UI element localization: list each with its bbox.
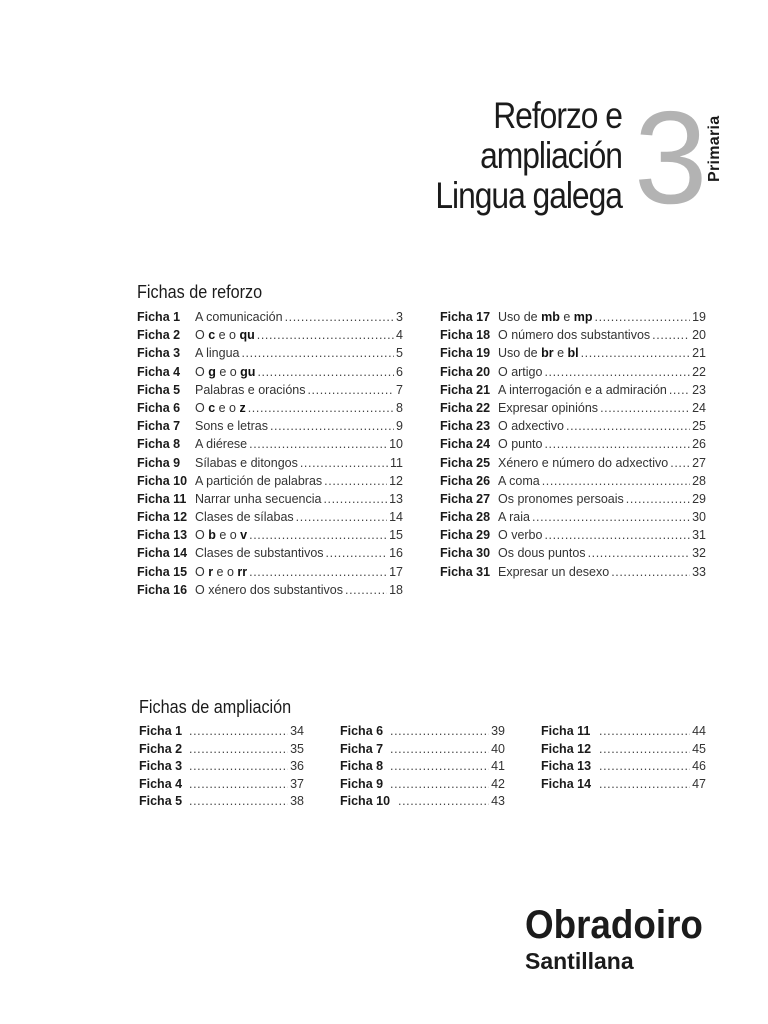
toc-row <box>541 777 706 795</box>
toc-label: Ficha 26 <box>440 473 491 488</box>
toc-label: Ficha 14 <box>541 776 592 791</box>
toc-title-part: e o <box>215 528 241 543</box>
toc-title-part: mb <box>541 310 560 324</box>
toc-label: Ficha 25 <box>440 455 491 470</box>
toc-title <box>498 492 624 506</box>
toc-page: 8 <box>396 400 403 415</box>
toc-title <box>195 583 343 597</box>
toc-title-part: v <box>240 528 248 543</box>
toc-row <box>137 419 403 437</box>
dot-leader <box>189 742 288 756</box>
toc-row <box>340 724 505 742</box>
toc-title <box>498 401 598 415</box>
toc-title-part: A diérese <box>195 437 248 452</box>
toc-row <box>137 510 403 528</box>
toc-page: 21 <box>692 346 706 361</box>
toc-title-part: c <box>208 400 216 415</box>
dot-leader <box>544 528 690 542</box>
toc-label: Ficha 22 <box>440 400 491 415</box>
dot-leader <box>611 565 690 579</box>
toc-page: 25 <box>692 419 706 434</box>
dot-leader <box>326 546 388 560</box>
toc-label: Ficha 7 <box>340 741 384 756</box>
toc-label: Ficha 31 <box>440 564 491 579</box>
toc-row <box>137 456 403 474</box>
toc-title-part: A raia <box>498 510 530 525</box>
toc-title-part: e o <box>215 400 240 415</box>
toc-label: Ficha 5 <box>139 794 183 808</box>
toc-label: Ficha 8 <box>137 437 181 452</box>
toc-page: 17 <box>389 564 403 579</box>
dot-leader <box>189 777 288 791</box>
toc-page: 44 <box>692 724 706 738</box>
toc-row <box>440 546 706 564</box>
toc-title <box>498 437 542 451</box>
toc-label: Ficha 11 <box>137 491 187 506</box>
toc-title <box>498 456 668 470</box>
toc-title-part: O <box>195 364 209 379</box>
toc-row <box>440 565 706 583</box>
dot-leader <box>189 724 288 738</box>
toc-label: Ficha 5 <box>137 382 181 397</box>
toc-title-part: e <box>559 310 574 324</box>
toc-title-part: Sons e letras <box>195 419 268 434</box>
toc-title-part: Os dous puntos <box>498 546 586 561</box>
toc-page: 35 <box>290 741 304 756</box>
toc-label: Ficha 2 <box>139 741 183 756</box>
toc-title-part: O <box>195 328 209 343</box>
toc-label: Ficha 1 <box>139 724 183 738</box>
toc-page: 14 <box>389 510 403 525</box>
toc-label: Ficha 19 <box>440 346 491 361</box>
toc-row <box>541 759 706 777</box>
toc-label: Ficha 8 <box>340 759 384 773</box>
dot-leader <box>296 510 387 524</box>
toc-label: Ficha 30 <box>440 546 491 561</box>
dot-leader <box>398 794 489 808</box>
toc-label: Ficha 13 <box>541 759 592 773</box>
toc-title-part: A partición de palabras <box>195 473 323 488</box>
toc-label: Ficha 1 <box>137 310 181 324</box>
dot-leader <box>249 528 387 542</box>
toc-page: 27 <box>692 455 706 470</box>
toc-title-part: Clases de substantivos <box>195 546 324 561</box>
toc-page: 40 <box>491 741 505 756</box>
toc-label: Ficha 12 <box>137 510 188 525</box>
title-line-1: Reforzo e <box>493 95 622 136</box>
dot-leader <box>599 759 690 773</box>
toc-row <box>440 383 706 401</box>
toc-row <box>137 474 403 492</box>
toc-row <box>440 510 706 528</box>
toc-title-part: rr <box>237 564 248 579</box>
dot-leader <box>300 456 388 470</box>
toc-title <box>195 437 247 451</box>
toc-row <box>137 583 403 601</box>
toc-label: Ficha 10 <box>340 794 391 808</box>
dot-leader <box>390 759 489 773</box>
toc-title-part: O xénero dos substantivos <box>195 582 343 597</box>
toc-label: Ficha 20 <box>440 364 491 379</box>
toc-row <box>340 777 505 795</box>
dot-leader <box>323 492 387 506</box>
toc-page: 42 <box>491 776 505 791</box>
dot-leader <box>324 474 387 488</box>
toc-page: 26 <box>692 437 706 452</box>
toc-label: Ficha 17 <box>440 310 491 324</box>
toc-title <box>195 346 239 360</box>
toc-title-part: qu <box>239 328 255 343</box>
dot-leader <box>390 724 489 738</box>
toc-page: 30 <box>692 510 706 525</box>
dot-leader <box>652 328 690 342</box>
toc-page: 22 <box>692 364 706 379</box>
toc-title-part: br <box>541 346 554 361</box>
toc-title <box>195 528 247 542</box>
toc-label: Ficha 9 <box>340 776 384 791</box>
toc-row <box>137 328 403 346</box>
toc-row <box>137 401 403 419</box>
toc-row <box>440 419 706 437</box>
dot-leader <box>566 419 690 433</box>
toc-title-part: r <box>208 564 214 579</box>
toc-title <box>498 510 530 524</box>
toc-row <box>340 759 505 777</box>
toc-page: 38 <box>290 794 304 808</box>
dot-leader <box>600 401 690 415</box>
toc-title-part: g <box>208 364 216 379</box>
dot-leader <box>581 346 690 360</box>
toc-label: Ficha 10 <box>137 473 188 488</box>
toc-title-part: Narrar unha secuencia <box>195 491 322 506</box>
toc-title-part: O verbo <box>498 528 543 543</box>
toc-title-part: O número dos substantivos <box>498 328 651 343</box>
toc-row <box>137 546 403 564</box>
toc-page: 23 <box>692 382 706 397</box>
toc-page: 9 <box>396 419 403 434</box>
ampliacion-heading: Fichas de ampliación <box>139 697 292 717</box>
dot-leader <box>249 437 387 451</box>
toc-row <box>440 474 706 492</box>
publisher-name: Obradoiro <box>525 903 703 947</box>
toc-row <box>139 759 304 777</box>
toc-title-part: Xénero e número do adxectivo <box>498 455 669 470</box>
toc-label: Ficha 3 <box>139 759 183 773</box>
toc-title <box>498 328 650 342</box>
toc-title-part: c <box>208 328 216 343</box>
toc-page: 33 <box>692 564 706 579</box>
toc-label: Ficha 18 <box>440 328 491 343</box>
toc-title-part: Expresar un desexo <box>498 564 610 579</box>
toc-page: 7 <box>396 382 403 397</box>
toc-row <box>440 456 706 474</box>
toc-page: 37 <box>290 776 304 791</box>
toc-page: 5 <box>396 346 403 361</box>
toc-title <box>195 456 298 470</box>
toc-title-part: e o <box>215 328 240 343</box>
toc-row <box>440 310 706 328</box>
toc-title-part: A interrogación e a admiración <box>498 382 667 397</box>
toc-title-part: A comunicación <box>195 310 283 324</box>
dot-leader <box>257 365 394 379</box>
dot-leader <box>390 777 489 791</box>
dot-leader <box>285 310 394 324</box>
toc-label: Ficha 24 <box>440 437 491 452</box>
dot-leader <box>241 346 394 360</box>
toc-title-part: b <box>208 528 216 543</box>
toc-title <box>195 510 294 524</box>
toc-row <box>541 742 706 760</box>
dot-leader <box>390 742 489 756</box>
toc-title <box>498 474 540 488</box>
toc-page: 20 <box>692 328 706 343</box>
toc-page: 4 <box>396 328 403 343</box>
toc-page: 31 <box>692 528 706 543</box>
toc-page: 13 <box>389 491 403 506</box>
dot-leader <box>544 365 690 379</box>
toc-title-part: O adxectivo <box>498 419 565 434</box>
toc-title-part: Expresar opinións <box>498 400 599 415</box>
toc-page: 39 <box>491 724 505 738</box>
toc-label: Ficha 3 <box>137 346 181 361</box>
reforzo-heading: Fichas de reforzo <box>137 282 263 302</box>
toc-title-part: Sílabas e ditongos <box>195 455 298 470</box>
dot-leader <box>588 546 691 560</box>
toc-title <box>498 365 542 379</box>
dot-leader <box>595 310 691 324</box>
toc-title <box>498 346 579 360</box>
toc-title <box>498 565 609 579</box>
book-title <box>435 96 622 216</box>
toc-label: Ficha 27 <box>440 491 491 506</box>
toc-title <box>498 419 564 433</box>
ampliacion-column-1 <box>139 724 304 812</box>
toc-title-part: e <box>553 346 568 361</box>
toc-label: Ficha 14 <box>137 546 188 561</box>
toc-row <box>440 528 706 546</box>
toc-page: 46 <box>692 759 706 773</box>
toc-page: 15 <box>389 528 403 543</box>
toc-title-part: O artigo <box>498 364 543 379</box>
title-line-3: Lingua galega <box>435 175 622 216</box>
toc-title-part: O <box>195 528 209 543</box>
toc-row <box>541 724 706 742</box>
toc-row <box>340 794 505 812</box>
toc-label: Ficha 2 <box>137 328 181 343</box>
toc-page: 41 <box>491 759 505 773</box>
toc-title <box>195 365 255 379</box>
dot-leader <box>189 759 288 773</box>
dot-leader <box>189 794 288 808</box>
toc-label: Ficha 15 <box>137 564 188 579</box>
grade-label: Primaria <box>706 115 723 182</box>
toc-row <box>137 492 403 510</box>
toc-row <box>137 365 403 383</box>
dot-leader <box>542 474 690 488</box>
toc-page: 45 <box>692 741 706 756</box>
toc-page: 3 <box>396 310 403 324</box>
toc-title-part: O <box>195 564 209 579</box>
toc-row <box>137 565 403 583</box>
dot-leader <box>626 492 690 506</box>
toc-page: 16 <box>389 546 403 561</box>
toc-title <box>195 546 324 560</box>
toc-title-part: Os pronomes persoais <box>498 491 624 506</box>
toc-title-part: A lingua <box>195 346 240 361</box>
toc-title <box>195 419 268 433</box>
toc-title <box>195 328 255 342</box>
toc-row <box>139 724 304 742</box>
dot-leader <box>599 724 690 738</box>
toc-row <box>137 528 403 546</box>
dot-leader <box>532 510 690 524</box>
toc-title-part: Uso de <box>498 346 542 361</box>
toc-title-part: e o <box>215 364 241 379</box>
title-line-2: ampliación <box>480 135 622 176</box>
toc-page: 11 <box>390 455 403 470</box>
toc-title <box>498 383 667 397</box>
toc-page: 12 <box>389 473 403 488</box>
toc-label: Ficha 21 <box>440 382 491 397</box>
ampliacion-column-2 <box>340 724 505 812</box>
toc-page: 19 <box>692 310 706 324</box>
toc-title-part: z <box>239 400 246 415</box>
grade-number: 3 <box>634 84 708 231</box>
toc-row <box>440 401 706 419</box>
toc-label: Ficha 16 <box>137 582 188 597</box>
toc-title-part: Palabras e oracións <box>195 382 306 397</box>
toc-label: Ficha 13 <box>137 528 188 543</box>
dot-leader <box>248 401 394 415</box>
toc-row <box>340 742 505 760</box>
publisher-imprint: Santillana <box>525 948 634 974</box>
toc-title <box>195 401 246 415</box>
toc-title <box>195 474 322 488</box>
toc-page: 29 <box>692 491 706 506</box>
ampliacion-column-3 <box>541 724 706 794</box>
toc-row <box>440 346 706 364</box>
dot-leader <box>270 419 394 433</box>
toc-title-part: Clases de sílabas <box>195 510 294 525</box>
toc-title <box>498 310 593 324</box>
toc-label: Ficha 4 <box>139 776 183 791</box>
toc-title <box>498 528 542 542</box>
publisher-logo <box>525 902 718 974</box>
toc-label: Ficha 4 <box>137 364 181 379</box>
toc-label: Ficha 12 <box>541 741 592 756</box>
toc-row <box>137 437 403 455</box>
toc-row <box>440 365 706 383</box>
toc-page: 43 <box>491 794 505 808</box>
toc-label: Ficha 11 <box>541 724 591 738</box>
toc-page: 34 <box>290 724 304 738</box>
toc-label: Ficha 6 <box>137 400 181 415</box>
toc-label: Ficha 28 <box>440 510 491 525</box>
dot-leader <box>670 456 690 470</box>
dot-leader <box>307 383 394 397</box>
dot-leader <box>544 437 690 451</box>
dot-leader <box>669 383 690 397</box>
dot-leader <box>599 777 690 791</box>
toc-label: Ficha 23 <box>440 419 491 434</box>
toc-page: 6 <box>396 364 403 379</box>
toc-row <box>137 310 403 328</box>
toc-title <box>195 310 283 324</box>
dot-leader <box>599 742 690 756</box>
toc-title-part: O <box>195 400 209 415</box>
toc-title-part: Uso de <box>498 310 542 324</box>
toc-title-part: gu <box>240 364 256 379</box>
toc-row <box>137 383 403 401</box>
toc-title <box>195 383 305 397</box>
reforzo-column-1 <box>137 310 403 601</box>
toc-title-part: bl <box>567 346 579 361</box>
toc-label: Ficha 7 <box>137 419 181 434</box>
toc-row <box>139 742 304 760</box>
toc-row <box>139 777 304 795</box>
toc-page: 10 <box>389 437 403 452</box>
toc-page: 36 <box>290 759 304 773</box>
toc-label: Ficha 29 <box>440 528 491 543</box>
toc-title <box>195 492 321 506</box>
dot-leader <box>249 565 387 579</box>
toc-title-part: O punto <box>498 437 543 452</box>
toc-page: 18 <box>389 582 403 597</box>
dot-leader <box>345 583 387 597</box>
toc-row <box>137 346 403 364</box>
toc-label: Ficha 9 <box>137 455 181 470</box>
toc-label: Ficha 6 <box>340 724 384 738</box>
toc-row <box>440 328 706 346</box>
toc-page: 32 <box>692 546 706 561</box>
toc-title <box>498 546 586 560</box>
toc-title-part: mp <box>573 310 593 324</box>
toc-title <box>195 565 247 579</box>
toc-row <box>440 437 706 455</box>
toc-row <box>139 794 304 812</box>
toc-page: 24 <box>692 400 706 415</box>
reforzo-column-2 <box>440 310 706 583</box>
toc-page: 28 <box>692 473 706 488</box>
toc-page: 47 <box>692 776 706 791</box>
dot-leader <box>257 328 394 342</box>
toc-row <box>440 492 706 510</box>
toc-title-part: A coma <box>498 473 540 488</box>
toc-title-part: e o <box>213 564 238 579</box>
